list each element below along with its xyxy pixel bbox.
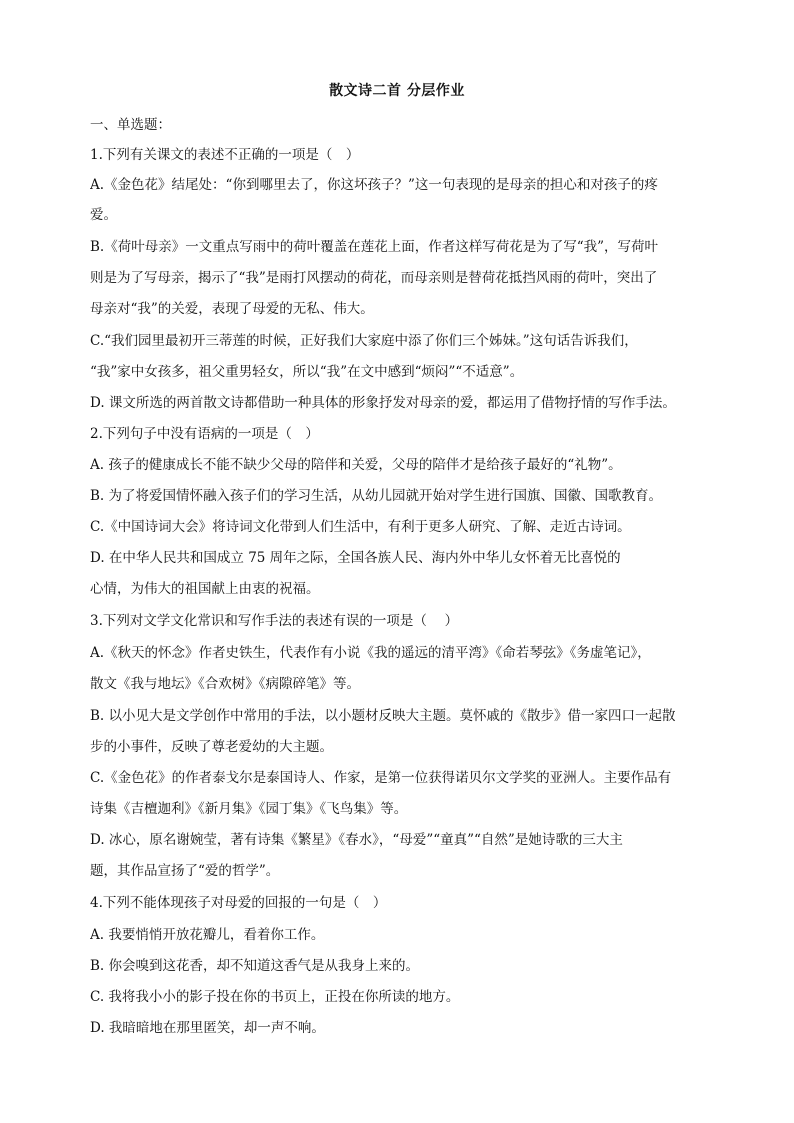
question-4-option-b: B. 你会嗅到这花香，却不知道这香气是从我身上来的。 (90, 958, 420, 974)
question-3-option-d-cont: 题，其作品宣扬了“爱的哲学”。 (90, 863, 280, 879)
question-1-option-c: C.“我们园里最初开三蒂莲的时候，正好我们大家庭中添了你们三个姊妹。”这句话告诉我们， (90, 333, 638, 349)
question-2-option-b: B. 为了将爱国情怀融入孩子们的学习生活，从幼儿园就开始对学生进行国旗、国徽、国歌教育。 (90, 488, 663, 504)
question-2-option-d-cont: 心情，为伟大的祖国献上由衷的祝福。 (90, 581, 320, 597)
question-1-option-c-cont: “我”家中女孩多，祖父重男轻女，所以“我”在文中感到“烦闷”“不适意”。 (90, 364, 524, 380)
question-2-stem: 2.下列句子中没有语病的一项是（ ） (90, 426, 319, 442)
question-2-option-a: A. 孩子的健康成长不能不缺少父母的陪伴和关爱，父母的陪伴才是给孩子最好的“礼物”。 (90, 457, 622, 473)
question-3-option-b-cont: 步的小事件，反映了尊老爱幼的大主题。 (90, 739, 333, 755)
question-4-option-c: C. 我将我小小的影子投在你的书页上，正投在你所读的地方。 (90, 989, 460, 1005)
question-4-stem: 4.下列不能体现孩子对母爱的回报的一句是（ ） (90, 895, 387, 911)
page-title: 散文诗二首 分层作业 (329, 83, 465, 99)
question-1-option-a: A.《金色花》结尾处：“你到哪里去了，你这坏孩子？”这一句表现的是母亲的担心和对孩子的疼 (90, 177, 658, 193)
section-heading: 一、单选题： (90, 117, 171, 133)
question-3-option-c-cont: 诗集《吉檀迦利》《新月集》《园丁集》《飞鸟集》等。 (90, 801, 408, 817)
question-4-option-a: A. 我要悄悄开放花瓣儿，看着你工作。 (90, 927, 325, 943)
question-3-option-d: D. 冰心，原名谢婉莹，著有诗集《繁星》《春水》，“母爱”“童真”“自然”是她诗歌的三大主 (90, 832, 623, 848)
question-1-option-b-cont: 母亲对“我”的关爱，表现了母爱的无私、伟大。 (90, 301, 374, 317)
question-3-option-a: A.《秋天的怀念》作者史铁生，代表作有小说《我的遥远的清平湾》《命若琴弦》《务虚笔记》， (90, 645, 651, 661)
question-3-option-c: C.《金色花》的作者泰戈尔是泰国诗人、作家，是第一位获得诺贝尔文学奖的亚洲人。主要作品有 (90, 770, 672, 786)
question-1-stem: 1.下列有关课文的表述不正确的一项是（ ） (90, 147, 360, 163)
question-1-option-a-cont: 爱。 (90, 207, 117, 223)
question-2-option-d: D. 在中华人民共和国成立 75 周年之际，全国各族人民、海内外中华儿女怀着无比喜悦的 (90, 550, 621, 566)
question-1-option-b: B.《荷叶母亲》一文重点写雨中的荷叶覆盖在莲花上面，作者这样写荷花是为了写“我”，写荷叶 (90, 239, 659, 255)
question-3-stem: 3.下列对文学文化常识和写作手法的表述有误的一项是（ ） (90, 613, 459, 629)
question-3-option-a-cont: 散文《我与地坛》《合欢树》《病隙碎笔》等。 (90, 676, 360, 692)
question-3-option-b: B. 以小见大是文学创作中常用的手法，以小题材反映大主题。莫怀戚的《散步》借一家四口一起散 (90, 708, 676, 724)
question-1-option-b-cont: 则是为了写母亲，揭示了“我”是雨打风摆动的荷花，而母亲则是替荷花抵挡风雨的荷叶，突出了 (90, 270, 658, 286)
question-4-option-d: D. 我暗暗地在那里匿笑，却一声不响。 (90, 1020, 325, 1036)
question-1-option-d: D. 课文所选的两首散文诗都借助一种具体的形象抒发对母亲的爱，都运用了借物抒情的写作手法。 (90, 395, 676, 411)
question-2-option-c: C.《中国诗词大会》将诗词文化带到人们生活中，有利于更多人研究、了解、走近古诗词。 (90, 519, 631, 535)
